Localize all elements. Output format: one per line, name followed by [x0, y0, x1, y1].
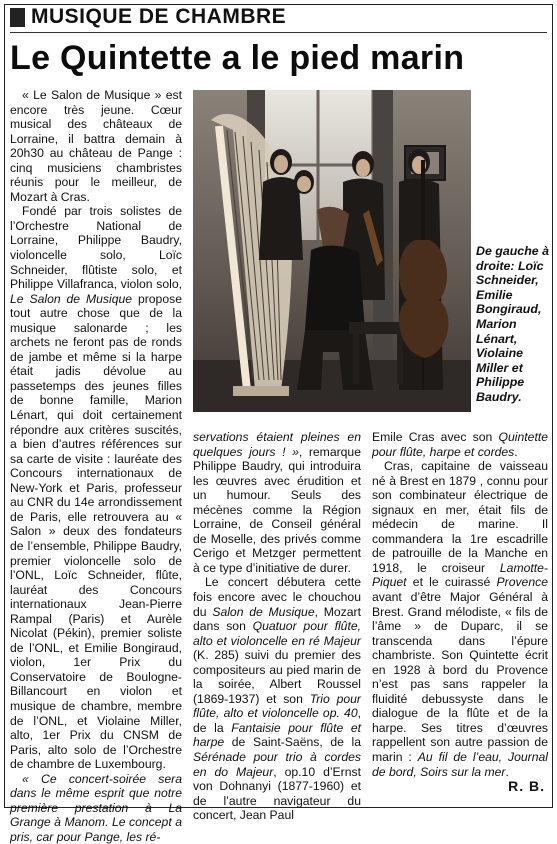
rubric: [10, 6, 286, 28]
rubric-square-icon: [10, 8, 25, 27]
column-3: [372, 430, 548, 779]
rubric-title: MUSIQUE DE CHAMBRE: [31, 5, 287, 28]
paragraph-cras-bio: Cras, capitaine de vaisseau né à Brest en 1879 , connu pour son combinateur électrique de signaux en mer, était fils de médecin de marine. Il commandera la 1re escadrille de patrouille de la Manche en 1918, le croiseur Lamotte-Piquet et le cuirassé Provence avant d’être Major Général à Brest. Grand mélodiste, « fils de l’âme » de Duparc, il se transcenda dans l’épure chambriste. Son Quintette écrit en 1928 à bord du Provence n’est pas sans rappeler la fluidité debussyste dans le dialogue de la flûte et de la harpe. Ses titres d’œuvres rappellent son autre passion de marin : Au fil de l’eau, Journal de bord, Soirs sur la mer.: [372, 459, 548, 779]
ensemble-photo: [193, 90, 471, 412]
paragraph-intro: « Le Salon de Musique » est encore très jeune. Cœur musical des châteaux de Lorraine, il battra demain à 20h30 au château de Pange : cinq musiciens chambristes réunis pour le meilleur, de Mozart à Cras.: [10, 88, 182, 204]
author-signature: R. B.: [508, 778, 545, 794]
paragraph-quote-start: « Ce concert-soirée sera dans le même esprit que notre première prestation à La Grange à Manom. Le concept a pris, car pour Pange, les ré-: [10, 771, 182, 844]
headline: Le Quintette a le pied marin: [10, 39, 465, 77]
column-1: [10, 88, 182, 844]
column-2: [193, 430, 361, 823]
photo-caption: De gauche à droite: Loïc Schneider, Emilie Bongiraud, Marion Lénart, Violaine Miller et Philippe Baudry.: [476, 244, 549, 404]
paragraph-program: Le concert débutera cette fois encore avec le chouchou du Salon de Musique, Mozart dans son Quatuor pour flûte, alto et violoncelle en ré Majeur (K. 285) suivi du premier des compositeurs au pied marin de la soirée, Albert Roussel (1869-1937) et son Trio pour flûte, alto et violoncelle op. 40, de la Fantaisie pour flûte et harpe de Saint-Saëns, de la Sérénade pour trio à cordes en do Majeur, op.10 d’Ernst von Dohnanyi (1877-1960) et de l’autre navigateur du concert, Jean Paul: [193, 575, 362, 823]
harp-ensemble-image: [193, 90, 471, 412]
paragraph-cras-quintet: Emile Cras avec son Quintette pour flûte, harpe et cordes.: [372, 430, 548, 459]
paragraph-quote-end: servations étaient pleines en quelques jours ! », remarque Philippe Baudry, qui introduira les œuvres avec érudition et un humour. Seuls des mécènes comme la Région Lorraine, de Conseil général de Moselle, des privés comme Cerigo et Metzger permettent à ce type d’initiative de durer.: [193, 430, 361, 575]
paragraph-founders: Fondé par trois solistes de l’Orchestre National de Lorraine, Philippe Baudry, violoncelle solo, Loïc Schneider, flûtiste solo, et Philippe Villafranca, violon solo, Le Salon de Musique propose tout autre chose que de la musique salonarde ; les archets ne feront pas de ronds de jambe et même si la harpe était jadis dévolue au passetemps des jeunes filles de bonne famille, Marion Lénart, qui doit certainement répondre aux critères suscités, a bien d’autres références sur sa carte de visite : lauréate des Concours internationaux de New-York et Paris, professeur au CNR du 14e arrondissement de Paris, elle retrouvera au « Salon » deux des fondateurs de l’ensemble, Philippe Baudry, premier violoncelle solo de l’ONL, Loïc Schneider, flûte, lauréat des Concours internationaux Jean-Pierre Rampal (Paris) et Aurèle Nicolat (Pékin), premier soliste de l’ONL, et Emilie Bongiraud, violon, 1er Prix du Conservatoire de Boulogne-Billancourt en violon et musique de chambre, membre de l’ONL, et Violaine Miller, alto, 1er Prix du CNSM de Paris, alto solo de l’Orchestre de chambre de Luxembourg.: [10, 204, 182, 772]
rubric-rule: [10, 32, 547, 33]
